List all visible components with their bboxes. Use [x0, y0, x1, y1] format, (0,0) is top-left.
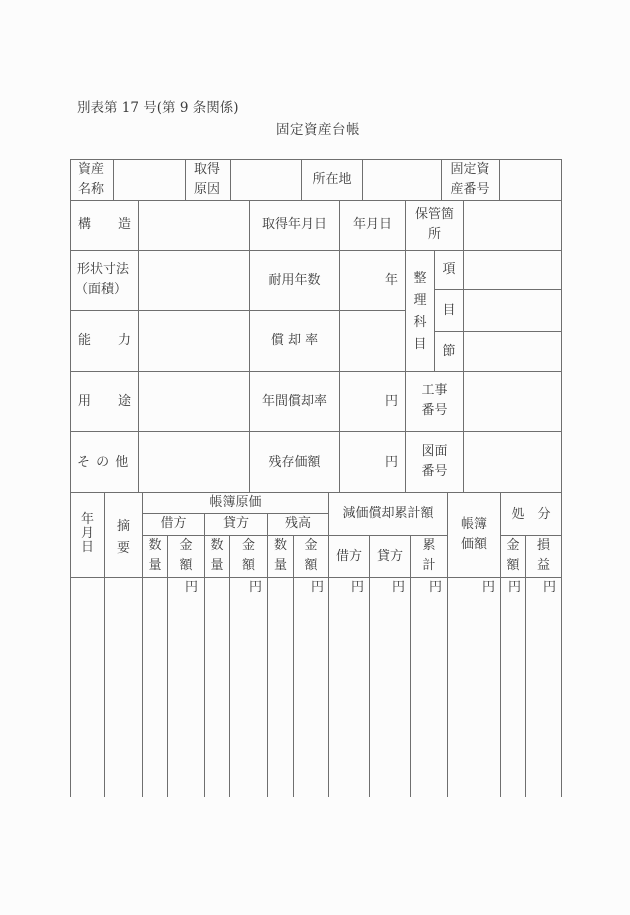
classification-char-4: 目 — [413, 337, 427, 352]
quantity-char-2: 量 — [210, 558, 224, 573]
residual-value-label: 残存価額 — [268, 455, 321, 470]
dep-total-char-1: 累 — [422, 538, 436, 553]
book-debit-header: 借方 — [160, 516, 187, 531]
accumulated-depreciation-header: 減価償却累計額 — [342, 506, 434, 521]
book-credit-amount-unit: 円 — [248, 580, 262, 595]
date-header — [71, 513, 104, 555]
classification-char-1: 整 — [413, 271, 427, 286]
debit-quantity-header — [143, 536, 167, 576]
acquisition-date-label: 取得年月日 — [261, 217, 327, 232]
construction-number-field[interactable] — [464, 372, 561, 431]
usage-label-b: 途 — [118, 394, 132, 409]
shape-size-label — [77, 260, 129, 300]
acquisition-reason-field[interactable] — [231, 160, 301, 200]
capacity-field[interactable] — [139, 311, 249, 371]
classification-item-field[interactable] — [464, 251, 561, 289]
drawing-number-field[interactable] — [464, 432, 561, 492]
dep-total-header — [411, 536, 447, 576]
fixed-asset-number-field[interactable] — [500, 160, 561, 200]
disposal-gain-loss-unit: 円 — [542, 580, 556, 595]
other-label: そ の 他 — [77, 455, 130, 470]
storage-location-label-line1: 保管箇 — [414, 207, 454, 222]
useful-life-label: 耐用年数 — [268, 273, 321, 288]
annual-depreciation-unit: 円 — [384, 394, 398, 409]
classification-label — [406, 268, 434, 356]
capacity-label-a: 能 — [78, 333, 92, 348]
asset-name-label-line2: 名称 — [78, 182, 105, 197]
disposal-amount-char-2: 額 — [506, 558, 520, 573]
book-value-line2: 価額 — [460, 537, 487, 552]
debit-amount-header — [168, 536, 204, 576]
balance-amount-header — [294, 536, 328, 576]
balance-quantity-header — [268, 536, 293, 576]
book-cost-header: 帳簿原価 — [209, 495, 262, 510]
disposal-gain-loss-header — [526, 536, 561, 576]
date-header-char-2: 月 — [80, 526, 94, 541]
amount-char-1: 金 — [304, 538, 318, 553]
disposal-amount-unit: 円 — [507, 580, 521, 595]
classification-char-3: 科 — [413, 315, 427, 330]
book-credit-header: 貸方 — [222, 516, 249, 531]
dep-debit-header: 借方 — [335, 549, 362, 564]
drawing-number-label — [406, 442, 463, 482]
structure-label-a: 構 — [78, 217, 92, 232]
gain-loss-char-2: 益 — [536, 558, 550, 573]
credit-quantity-header — [205, 536, 229, 576]
annual-depreciation-label: 年間償却率 — [261, 394, 327, 409]
capacity-label-b: 力 — [118, 333, 132, 348]
dep-debit-unit: 円 — [350, 580, 364, 595]
disposal-amount-char-1: 金 — [506, 538, 520, 553]
dep-total-char-2: 計 — [422, 558, 436, 573]
gain-loss-char-1: 損 — [536, 538, 550, 553]
structure-label-b: 造 — [118, 217, 132, 232]
credit-amount-header — [230, 536, 267, 576]
description-header — [105, 516, 142, 560]
book-balance-header: 残高 — [284, 516, 311, 531]
amount-char-2: 額 — [179, 558, 193, 573]
book-debit-amount-unit: 円 — [184, 580, 198, 595]
storage-location-label-line2: 所 — [427, 227, 441, 242]
book-value-header — [448, 515, 500, 555]
amount-char-1: 金 — [241, 538, 255, 553]
drawing-number-label-line2: 番号 — [421, 464, 448, 479]
disposal-header: 処 分 — [511, 507, 551, 522]
construction-number-label — [406, 381, 463, 421]
quantity-char-2: 量 — [273, 558, 287, 573]
acquisition-reason-label-line2: 原因 — [194, 182, 221, 197]
description-header-char-1: 摘 — [116, 519, 130, 534]
other-field[interactable] — [139, 432, 249, 492]
classification-sub-field[interactable] — [464, 290, 561, 331]
fixed-asset-number-label-line1: 固定資 — [450, 162, 490, 177]
quantity-char-1: 数 — [210, 538, 224, 553]
depreciation-rate-field[interactable] — [340, 311, 405, 371]
location-label: 所在地 — [312, 172, 352, 187]
disposal-amount-header — [501, 536, 525, 576]
drawing-number-label-line1: 図面 — [421, 444, 448, 459]
amount-char-2: 額 — [241, 558, 255, 573]
acquisition-reason-label — [194, 160, 220, 200]
depreciation-rate-label: 償 却 率 — [270, 333, 319, 348]
asset-name-field[interactable] — [114, 160, 185, 200]
amount-char-1: 金 — [179, 538, 193, 553]
asset-name-label-line1: 資産 — [78, 162, 105, 177]
construction-number-label-line2: 番号 — [421, 403, 448, 418]
useful-life-unit: 年 — [384, 273, 398, 288]
construction-number-label-line1: 工事 — [421, 383, 448, 398]
classification-char-2: 理 — [413, 293, 427, 308]
description-header-char-2: 要 — [116, 541, 130, 556]
location-field[interactable] — [363, 160, 441, 200]
date-header-char-1: 年 — [80, 512, 94, 527]
usage-field[interactable] — [139, 372, 249, 431]
quantity-char-1: 数 — [148, 538, 162, 553]
usage-label-a: 用 — [78, 394, 92, 409]
shape-size-label-line1: 形状寸法 — [77, 262, 130, 277]
book-value-line1: 帳簿 — [460, 517, 487, 532]
date-header-char-3: 日 — [80, 540, 94, 555]
form-number: 別表第 17 号(第 9 条関係) — [77, 100, 239, 116]
structure-field[interactable] — [139, 201, 249, 250]
classification-item-label: 項 — [442, 262, 456, 277]
residual-value-unit: 円 — [384, 455, 398, 470]
storage-location-field[interactable] — [464, 201, 561, 250]
page-title: 固定資産台帳 — [276, 122, 360, 138]
fixed-asset-number-label — [441, 160, 499, 200]
ledger-entry-area[interactable] — [71, 598, 561, 797]
book-balance-amount-unit: 円 — [310, 580, 324, 595]
shape-size-field[interactable] — [139, 251, 249, 310]
acquisition-reason-label-line1: 取得 — [194, 162, 221, 177]
dep-total-unit: 円 — [428, 580, 442, 595]
asset-name-label — [78, 160, 104, 200]
dep-credit-header: 貸方 — [376, 549, 403, 564]
quantity-char-2: 量 — [148, 558, 162, 573]
fixed-asset-number-label-line2: 産番号 — [450, 182, 490, 197]
shape-size-label-line2: （面積） — [75, 282, 128, 297]
classification-section-field[interactable] — [464, 332, 561, 371]
book-value-unit: 円 — [481, 580, 495, 595]
storage-location-label — [406, 205, 463, 245]
dep-credit-unit: 円 — [391, 580, 405, 595]
classification-sub-label: 目 — [442, 303, 456, 318]
classification-section-label: 節 — [442, 344, 456, 359]
quantity-char-1: 数 — [273, 538, 287, 553]
acquisition-date-field[interactable]: 年月日 — [352, 217, 392, 232]
amount-char-2: 額 — [304, 558, 318, 573]
